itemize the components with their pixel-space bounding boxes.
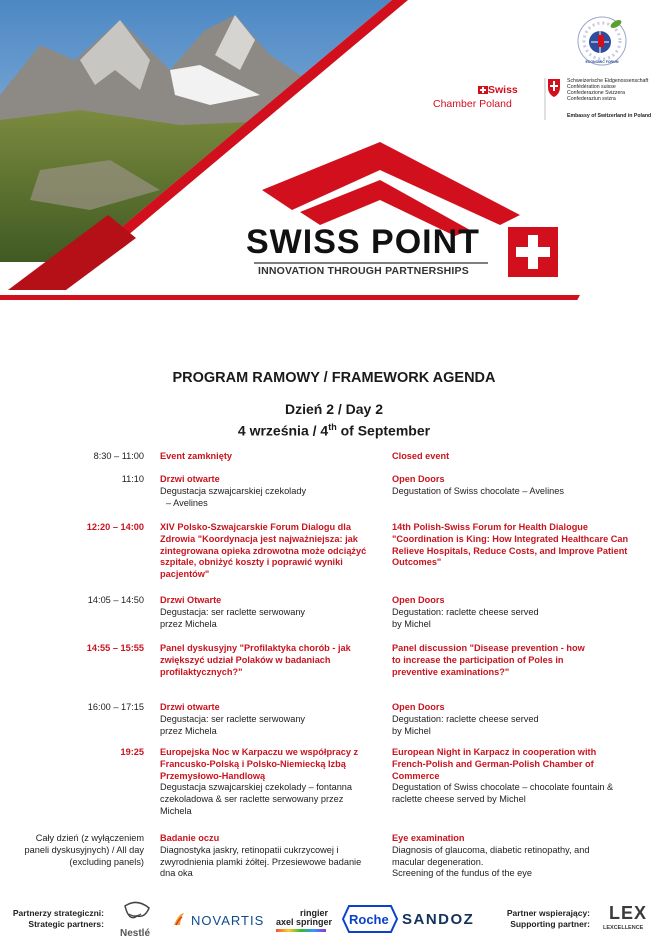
agenda-en-cell xyxy=(392,833,632,880)
banner-polish xyxy=(14,305,294,341)
nestle-logo-text: Nestlé xyxy=(120,928,151,939)
agenda-pl-cell xyxy=(160,833,375,880)
partners-bar xyxy=(0,900,668,952)
date-banner xyxy=(0,295,580,300)
agenda-pl-title: Panel dyskusyjny "Profilaktyka chorób - jak zwiększyć udział Polaków w badaniach profilaktycznych?" xyxy=(160,643,351,677)
agenda-time: Cały dzień (z wyłączeniem paneli dyskusyjnych) / All day (excluding panels) xyxy=(24,833,144,867)
agenda-time: 12:20 – 14:00 xyxy=(86,522,144,532)
agenda-time: 16:00 – 17:15 xyxy=(87,702,144,712)
agenda-en-title: Eye examination xyxy=(392,833,465,843)
agenda-pl-body: Degustacja: ser raclette serwowany xyxy=(160,606,306,617)
banner-en-line2: 3rd-5th September 2024 xyxy=(358,330,496,346)
supporting-label-pl: Partner wspierający: xyxy=(506,908,590,918)
agenda-en-title: Open Doors xyxy=(392,702,445,712)
agenda-pl-body: przez Michela xyxy=(160,618,217,629)
agenda-time: 14:55 – 15:55 xyxy=(86,643,144,653)
agenda-en-body: Degustation of Swiss chocolate – chocolate fountain & raclette cheese served by Michel xyxy=(392,782,614,805)
swiss-flag-icon xyxy=(508,227,558,277)
banner-pl-line2: 3-5 września 2024 r. xyxy=(93,324,215,339)
agenda-heading: PROGRAM RAMOWY / FRAMEWORK AGENDA xyxy=(172,370,496,386)
agenda-pl-title: Drzwi Otwarte xyxy=(160,595,222,605)
confederation-line: Confederazione Svizzera xyxy=(567,90,625,96)
agenda-time: 11:10 xyxy=(121,474,144,484)
axel-springer-stripe xyxy=(276,929,326,932)
swiss-chamber-logo xyxy=(433,84,518,110)
agenda-pl-title: Badanie oczu xyxy=(160,833,220,843)
agenda-en-body: Degustation: raclette cheese served xyxy=(392,606,539,617)
agenda-en-title: 14th Polish-Swiss Forum for Health Dialogue "Coordination is King: How Integrated Healthcare Can Relieve Hospitals, Reduce Costs, and Improve Patient Outcomes" xyxy=(392,522,629,568)
agenda-pl-body: przez Michela xyxy=(160,725,217,736)
agenda-en-body: Degustation of Swiss chocolate – Avelines xyxy=(392,485,564,496)
axel-springer-logo-text: axel springer xyxy=(276,917,333,927)
swiss-chamber-name: Swiss xyxy=(488,84,518,96)
agenda-pl-title: XIV Polsko-Szwajcarskie Forum Dialogu dla Zdrowia "Koordynacja jest najważniejsza: jak zintegrowana opieka zdrowotna może odciążyć szpitale, obniżyć koszty i poprawić wyniki pacjentów" xyxy=(160,522,367,580)
agenda-time: 19:25 xyxy=(120,747,144,757)
confederation-block xyxy=(567,78,668,102)
agenda-en-body: Diagnosis of glaucoma, diabetic retinopathy, and macular degeneration. xyxy=(392,844,590,867)
agenda-en-body: Degustation: raclette cheese served xyxy=(392,713,539,724)
confederation-line: Confederaziun svizra xyxy=(567,96,616,102)
agenda-pl-cell xyxy=(160,747,375,818)
agenda-pl-title: Europejska Noc w Karpaczu we współpracy z Francusko-Polską i Polsko-Niemiecką Izbą Przemysłowo-Handlową xyxy=(160,747,359,781)
strategic-partners-label xyxy=(0,908,104,929)
agenda-pl-cell xyxy=(160,595,375,630)
agenda-day-label: Dzień 2 / Day 2 xyxy=(284,401,384,417)
agenda-pl-body: Degustacja szwajcarskiej czekolady xyxy=(160,485,307,496)
lexcellence-logo-text: LEXCELLENCE xyxy=(603,925,644,931)
agenda-en-cell xyxy=(392,702,632,737)
agenda-en-cell xyxy=(392,474,632,498)
supporting-label-en: Supporting partner: xyxy=(510,918,590,929)
agenda-time: 8:30 – 11:00 xyxy=(93,451,144,461)
agenda-en-title: Closed event xyxy=(392,451,450,461)
supporting-partner-label xyxy=(490,908,590,929)
agenda-pl-cell xyxy=(160,474,375,509)
agenda-en-cell xyxy=(392,595,632,630)
agenda-en-body: by Michel xyxy=(392,725,431,736)
embassy-label: Embassy of Switzerland in Poland xyxy=(567,113,652,119)
agenda-date: 4 września / 4th of September xyxy=(237,422,431,439)
banner-english xyxy=(302,305,552,348)
sandoz-logo-text: SANDOZ xyxy=(402,911,475,928)
agenda-day xyxy=(0,400,668,440)
ringier-logo-text: ringier xyxy=(300,908,329,918)
strategic-label-en: Strategic partners: xyxy=(28,918,104,929)
economic-forum-seal-label: ECONOMIC FORUM xyxy=(585,60,619,64)
banner-pl-line1: 33. Forum Ekonomiczne w Karpaczu xyxy=(41,306,267,321)
banner-en-line1: 33rd Economic Forum in Karpacz xyxy=(326,309,528,325)
swiss-coat-of-arms-icon xyxy=(548,79,560,97)
swiss-chamber-country: Chamber Poland xyxy=(433,98,512,110)
novartis-logo-icon xyxy=(172,911,186,927)
confederation-line: Schweizerische Eidgenossenschaft xyxy=(567,78,649,84)
agenda-pl-body: – Avelines xyxy=(166,497,208,508)
agenda-pl-body: Degustacja szwajcarskiej czekolady – fontanna czekoladowa & ser raclette serwowany przez Michela xyxy=(160,782,353,816)
economic-forum-seal-icon xyxy=(578,17,626,65)
agenda-en-body: by Michel xyxy=(392,618,431,629)
agenda-time: 14:05 – 14:50 xyxy=(87,595,144,605)
agenda-pl-title: Drzwi otwarte xyxy=(160,702,220,712)
agenda-pl-title: Drzwi otwarte xyxy=(160,474,220,484)
agenda-en-title: Open Doors xyxy=(392,595,445,605)
agenda-en-title: European Night in Karpacz in cooperation with French-Polish and German-Polish Chamber of Commerce xyxy=(392,747,597,781)
agenda-en-cell xyxy=(392,747,632,806)
confederation-line: Confédération suisse xyxy=(567,84,616,90)
agenda-en-title: Panel discussion "Disease prevention - how to increase the participation of Poles in preventive examinations?" xyxy=(392,643,585,677)
strategic-label-pl: Partnerzy strategiczni: xyxy=(12,908,104,918)
agenda-pl-body: Degustacja: ser raclette serwowany xyxy=(160,713,306,724)
event-subtitle: INNOVATION THROUGH PARTNERSHIPS xyxy=(258,265,469,277)
lexcellence-logo-mark: LEX xyxy=(609,903,648,923)
event-title: SWISS POINT xyxy=(246,223,480,261)
agenda-pl-body: Diagnostyka jaskry, retinopatii cukrzycowej i zwyrodnienia plamki żółtej. Przesiewowe badanie dna oka xyxy=(160,844,362,879)
novartis-logo-text: NOVARTIS xyxy=(191,913,265,928)
agenda-pl-title: Event zamknięty xyxy=(160,451,232,461)
agenda-en-title: Open Doors xyxy=(392,474,445,484)
roche-logo-text: Roche xyxy=(349,912,389,927)
agenda-pl-cell xyxy=(160,702,375,737)
agenda-en-body: Screening of the fundus of the eye xyxy=(392,868,532,879)
